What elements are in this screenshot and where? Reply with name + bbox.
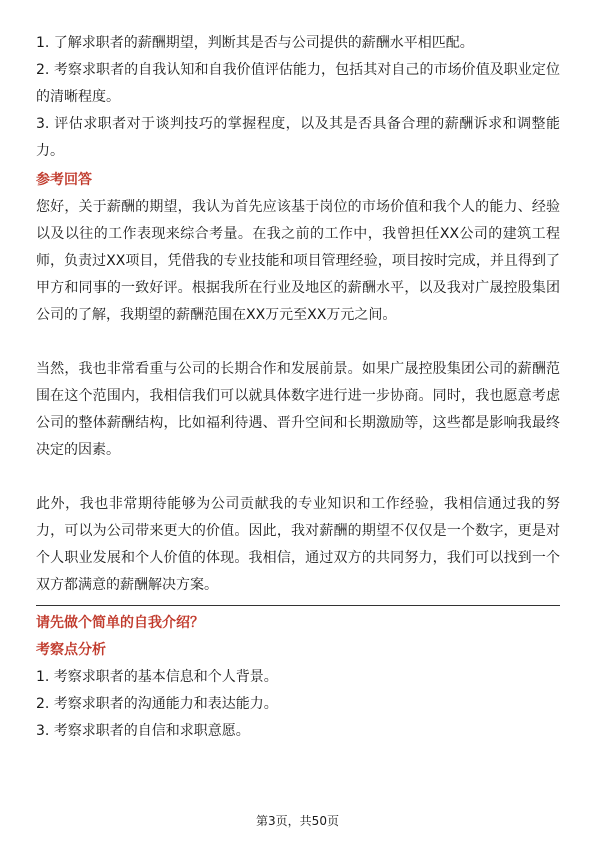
analysis-point: 3. 考察求职者的自信和求职意愿。 bbox=[36, 723, 250, 739]
analysis-point: 2. 考察求职者的沟通能力和表达能力。 bbox=[36, 696, 278, 712]
intro-point: 3. 评估求职者对于谈判技巧的掌握程度，以及其是否具备合理的薪酬诉求和调整能力。 bbox=[36, 116, 560, 159]
analysis-point: 1. 考察求职者的基本信息和个人背景。 bbox=[36, 669, 278, 685]
paragraph-gap bbox=[36, 329, 560, 356]
paragraph-gap bbox=[36, 464, 560, 491]
question-title: 请先做个简单的自我介绍？ bbox=[36, 615, 204, 631]
answer-paragraph: 您好，关于薪酬的期望，我认为首先应该基于岗位的市场价值和我个人的能力、经验以及以往的工作表现来综合考量。在我之前的工作中，我曾担任XX公司的建筑工程师，负责过XX项目，凭借我的专业技能和项目管理经验，项目按时完成，并且得到了甲方和同事的一致好评。根据我所在行业及地区的薪酬水平，以及我对广晟控股集团公司的了解，我期望的薪酬范围在XX万元至XX万元之间。 bbox=[36, 199, 560, 323]
intro-point: 1. 了解求职者的薪酬期望，判断其是否与公司提供的薪酬水平相匹配。 bbox=[36, 35, 474, 51]
section-divider bbox=[36, 605, 560, 606]
page-number: 第3页，共50页 bbox=[256, 814, 339, 828]
reference-answer-heading: 参考回答 bbox=[36, 172, 92, 188]
analysis-heading: 考察点分析 bbox=[36, 642, 106, 658]
answer-paragraph: 当然，我也非常看重与公司的长期合作和发展前景。如果广晟控股集团公司的薪酬范围在这个范围内，我相信我们可以就具体数字进行进一步协商。同时，我也愿意考虑公司的整体薪酬结构，比如福利待遇、晋升空间和长期激励等，这些都是影响我最终决定的因素。 bbox=[36, 361, 560, 458]
answer-paragraph: 此外，我也非常期待能够为公司贡献我的专业知识和工作经验，我相信通过我的努力，可以为公司带来更大的价值。因此，我对薪酬的期望不仅仅是一个数字，更是对个人职业发展和个人价值的体现。我相信，通过双方的共同努力，我们可以找到一个双方都满意的薪酬解决方案。 bbox=[36, 496, 560, 593]
intro-point: 2. 考察求职者的自我认知和自我价值评估能力，包括其对自己的市场价值及职业定位的清晰程度。 bbox=[36, 62, 560, 105]
document-page bbox=[36, 30, 560, 745]
